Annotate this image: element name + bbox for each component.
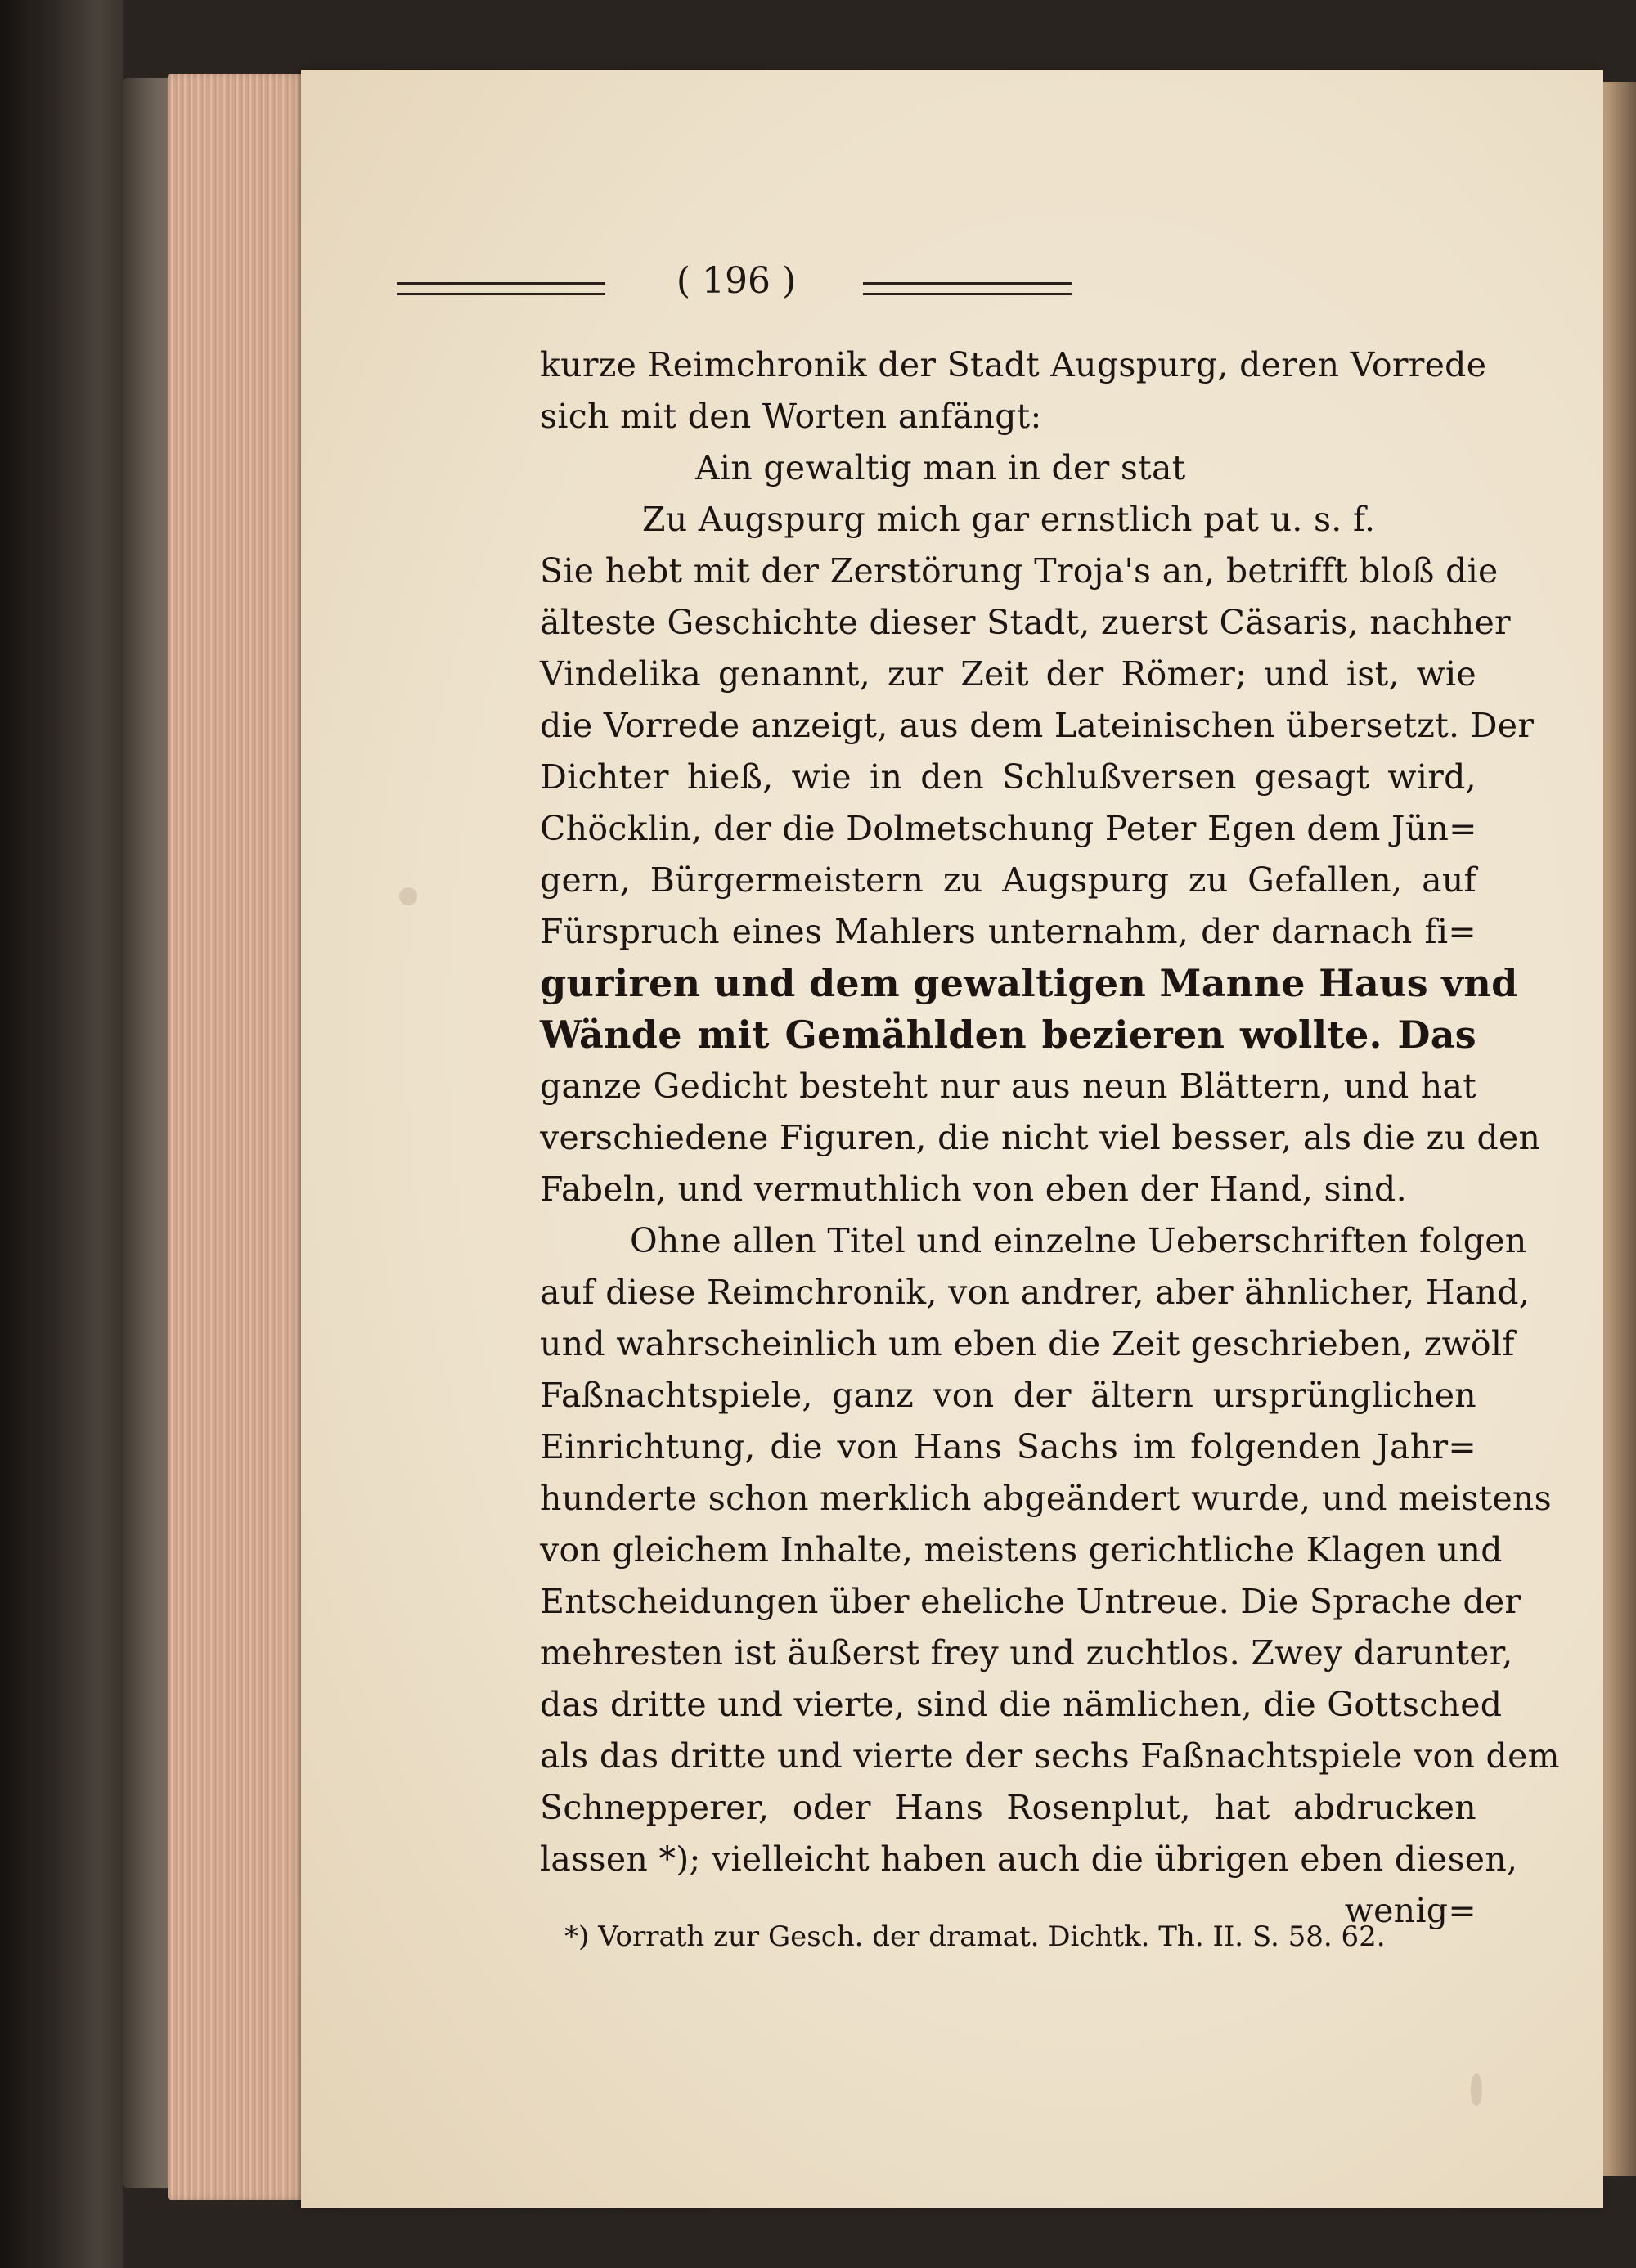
header-rule-left [397,282,605,295]
book-spine [123,78,172,2188]
page-edges [168,74,307,2200]
paper-spot [399,887,417,905]
text-line: Fabeln, und vermuthlich von eben der Hand, sind. [540,1170,1407,1209]
text-line: Fürspruch eines Mahlers unternahm, der darnach fi= [540,912,1476,951]
body-text [540,339,1560,1937]
text-line: auf diese Reimchronik, von andrer, aber ähnlicher, Hand, [540,1273,1530,1312]
text-line: gern, Bürgermeistern zu Augspurg zu Gefallen, auf [540,860,1476,900]
text-line: kurze Reimchronik der Stadt Augspurg, deren Vorrede [540,345,1487,384]
catchword: wenig= [1344,1891,1476,1930]
paper-spot [1471,2073,1482,2106]
verse-line: Zu Augspurg mich gar ernstlich pat u. s. f. [642,500,1376,539]
text-line: Chöcklin, der die Dolmetschung Peter Egen dem Jün= [540,809,1477,848]
header-rule-right [863,282,1072,295]
text-line: Einrichtung, die von Hans Sachs im folgenden Jahr= [540,1427,1476,1466]
verse-line: Ain gewaltig man in der stat [695,448,1186,487]
book-cover-left [0,0,123,2268]
text-line: von gleichem Inhalte, meistens gerichtliche Klagen und [540,1530,1503,1570]
text-line: älteste Geschichte dieser Stadt, zuerst Cäsaris, nachher [540,603,1511,642]
text-line: verschiedene Figuren, die nicht viel besser, als die zu den [540,1118,1541,1157]
next-page-edge [1599,82,1636,2176]
text-line: guriren und dem gewaltigen Manne Haus vnd [540,961,1518,1005]
text-line: lassen *); vielleicht haben auch die übrigen eben diesen, [540,1839,1518,1879]
text-line: als das dritte und vierte der sechs Faßnachtspiele von dem [540,1736,1560,1776]
text-line: hunderte schon merklich abgeändert wurde, und meistens [540,1479,1552,1518]
text-line: die Vorrede anzeigt, aus dem Lateinischen übersetzt. Der [540,706,1535,745]
text-line: Faßnachtspiele, ganz von der ältern ursprünglichen [540,1376,1476,1415]
text-line: das dritte und vierte, sind die nämlichen, die Gottsched [540,1685,1503,1724]
text-line: Entscheidungen über eheliche Untreue. Die Sprache der [540,1582,1521,1621]
text-line: sich mit den Worten anfängt: [540,397,1042,436]
text-line: Sie hebt mit der Zerstörung Troja's an, betrifft bloß die [540,551,1499,591]
text-line: Wände mit Gemählden bezieren wollte. Das [540,1013,1476,1057]
page-number: ( 196 ) [676,260,797,302]
text-line: Schnepperer, oder Hans Rosenplut, hat abdrucken [540,1788,1476,1827]
text-line: ganze Gedicht besteht nur aus neun Blättern, und hat [540,1067,1476,1106]
text-line: mehresten ist äußerst frey und zuchtlos. Zwey darunter, [540,1633,1513,1673]
text-line: Dichter hieß, wie in den Schlußversen gesagt wird, [540,757,1476,797]
text-line: Vindelika genannt, zur Zeit der Römer; und ist, wie [540,654,1476,694]
footnote: *) Vorrath zur Gesch. der dramat. Dichtk. Th. II. S. 58. 62. [564,1920,1386,1953]
text-line: Ohne allen Titel und einzelne Ueberschriften folgen [630,1221,1527,1260]
text-line: und wahrscheinlich um eben die Zeit geschrieben, zwölf [540,1324,1515,1363]
